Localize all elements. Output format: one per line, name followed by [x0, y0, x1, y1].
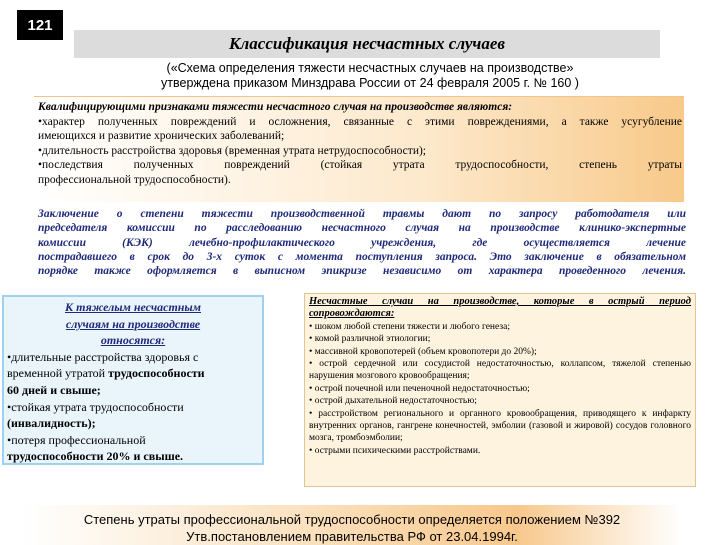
acute-item: • острой дыхательной недостаточностью;	[309, 396, 477, 407]
conclusion-line: порядке также оформляется в выписном эпикризе независимо от характера проведенного лечения.	[38, 265, 686, 278]
acute-item: • шоком любой степени тяжести и любого генеза;	[309, 321, 510, 332]
severe-item-bold: трудоспособности	[108, 366, 205, 381]
criteria-heading: Квалифицирующими признаками тяжести несчастного случая на производстве являются:	[38, 101, 513, 113]
slide-number: 121	[17, 10, 63, 40]
severe-heading: случаям на производстве	[65, 316, 201, 331]
acute-heading: сопровождаются:	[309, 308, 395, 320]
criteria-line: •последствия полученных повреждений (стойкая утрата трудоспособности, степень утраты	[38, 159, 682, 171]
severe-item: (инвалидность);	[7, 416, 96, 431]
criteria-line: имеющихся и развитие хронических заболеваний;	[38, 130, 285, 142]
acute-item: • острой почечной или печеночной недостаточностью;	[309, 383, 530, 394]
subtitle-line: утверждена приказом Минздрава России от 24 февраля 2005 г. № 160 )	[161, 76, 579, 90]
severe-item: •потеря профессиональной	[7, 432, 146, 447]
severe-cases-box	[2, 295, 264, 465]
severe-item: трудоспособности 20% и свыше.	[7, 449, 184, 464]
subtitle-line: («Схема определения тяжести несчастных случаев на производстве»	[166, 61, 574, 75]
severe-item	[7, 365, 259, 382]
conclusion-line: председателя комиссии по расследованию несчастного случая на производстве клинико-экспертные	[38, 222, 686, 235]
conclusion-line: Заключение о степени тяжести производственной травмы дают по запросу работодателя или	[38, 208, 686, 220]
acute-cases-box	[304, 293, 696, 487]
footer-line: Степень утраты профессиональной трудоспособности определяется положением №392	[83, 512, 621, 527]
title-bar	[74, 30, 660, 58]
conclusion-line: пострадавшего в срок до 3-х суток с момента поступления запроса. Это заключение в обязательном	[38, 250, 686, 263]
criteria-line: профессиональной трудоспособности).	[38, 173, 231, 186]
acute-item: • массивной кровопотерей (объем кровопотери до 20%);	[309, 346, 537, 357]
severe-item-text: временной утратой	[7, 366, 109, 381]
acute-heading: Несчастные случаи на производстве, которые в острый период	[309, 296, 691, 307]
acute-item: • острыми психическими расстройствами.	[309, 445, 481, 456]
footer-line: Утв.постановлением правительства РФ от 23.04.1994г.	[186, 529, 518, 544]
subtitle	[60, 61, 680, 91]
footer-note	[22, 505, 682, 545]
severe-heading: К тяжелым несчастным	[65, 300, 201, 314]
acute-item: • острой сердечной или сосудистой недостаточностью, коллапсом, тяжелой степенью нарушения мозгового кровообращения;	[309, 359, 691, 382]
criteria-line: •длительность расстройства здоровья (временная утрата нетрудоспособности);	[38, 144, 426, 157]
severe-heading: относятся:	[100, 333, 166, 348]
conclusion-text	[38, 207, 686, 278]
acute-item: • расстройством регионального и органного кровообращения, приводящего к инфаркту внутренних органов, гангрене конечностей, эмболии (газовой и жировой) сосудов головного мозга, тромбоэмболии;	[309, 408, 691, 444]
criteria-line: •характер полученных повреждений и осложнения, связанные с этими повреждениями, а также усугубление	[38, 115, 682, 128]
acute-item: • комой различной этиологии;	[309, 334, 431, 345]
criteria-box	[34, 96, 684, 202]
severe-item: •длительные расстройства здоровья с	[7, 349, 199, 364]
page-title: Классификация несчастных случаев	[229, 34, 505, 53]
conclusion-line: комиссии (КЭК) лечебно-профилактического учреждения, где осуществляется лечение	[38, 236, 686, 249]
severe-item: 60 дней и свыше;	[7, 382, 101, 397]
severe-item: •стойкая утрата трудоспособности	[7, 399, 184, 414]
